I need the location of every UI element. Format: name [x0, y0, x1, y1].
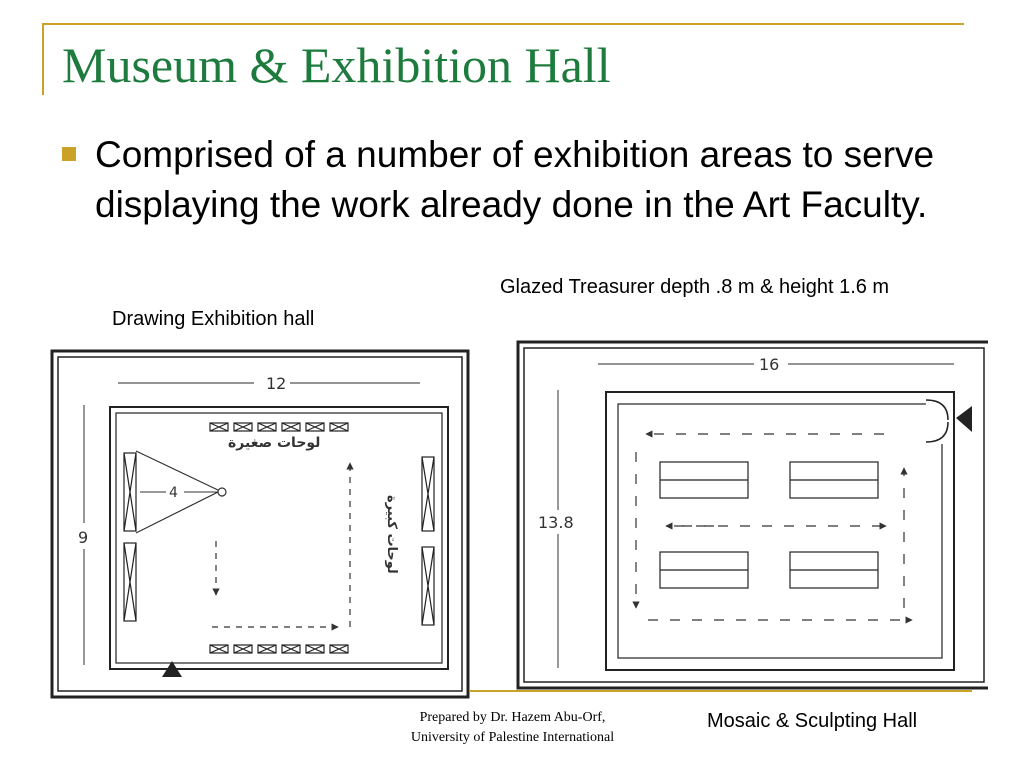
- drawing-hall-caption: Drawing Exhibition hall: [112, 308, 315, 330]
- plan-left-side-label: لوحات كبيرة: [384, 495, 399, 574]
- mosaic-hall-caption: Mosaic & Sculpting Hall: [707, 710, 918, 732]
- left-border-line: [42, 23, 44, 95]
- footer-line-1: Prepared by Dr. Hazem Abu-Orf,: [419, 710, 606, 725]
- mosaic-hall-plan: [514, 338, 988, 690]
- plan-left-height-label: 9: [78, 528, 89, 547]
- drawing-hall-plan: [48, 345, 472, 701]
- bottom-border-line: [470, 690, 972, 692]
- footer-credit: [380, 708, 645, 748]
- top-border-line: [42, 23, 964, 25]
- plan-left-width-label: 12: [266, 374, 287, 393]
- slide-title: Museum & Exhibition Hall: [62, 37, 611, 93]
- plan-left-top-label: لوحات صغيرة: [228, 435, 321, 451]
- glazed-caption: Glazed Treasurer depth .8 m & height 1.6 m: [500, 276, 890, 298]
- footer-line-2: University of Palestine International: [410, 730, 615, 745]
- bullet-square-icon: [62, 147, 76, 161]
- bullet-text: Comprised of a number of exhibition areas to serve displaying the work already done in the Art Faculty.: [95, 134, 935, 225]
- plan-right-height-label: 13.8: [538, 513, 574, 532]
- plan-left-inner-label: 4: [169, 485, 178, 501]
- plan-right-width-label: 16: [759, 355, 780, 374]
